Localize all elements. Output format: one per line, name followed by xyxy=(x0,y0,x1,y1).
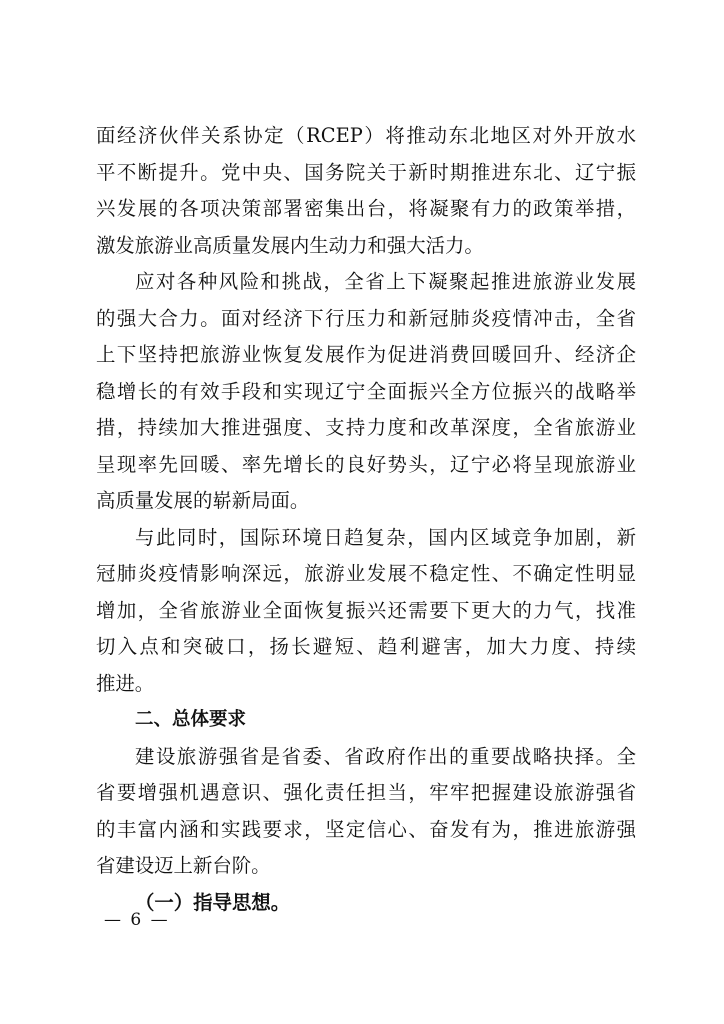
body-line: 冠肺炎疫情影响深远，旅游业发展不稳定性、不确定性明显 xyxy=(96,562,636,585)
paragraph-first-line: 建设旅游强省是省委、省政府作出的重要战略抉择。全 xyxy=(135,744,636,768)
body-line: 呈现率先回暖、率先增长的良好势头，辽宁必将呈现旅游业 xyxy=(96,452,636,476)
body-line: 稳增长的有效手段和实现辽宁全面振兴全方位振兴的战略举 xyxy=(96,379,636,403)
document-body xyxy=(96,118,636,921)
section-heading: 二、总体要求 xyxy=(135,709,247,730)
body-line: 措，持续加大推进强度、支持力度和改革深度，全省旅游业 xyxy=(96,416,636,439)
body-line: 的强大合力。面对经济下行压力和新冠肺炎疫情冲击，全省 xyxy=(96,306,636,330)
body-line: 的丰富内涵和实践要求，坚定信心、奋发有为，推进旅游强 xyxy=(96,817,636,841)
body-line: 切入点和突破口，扬长避短、趋利避害，加大力度、持续 xyxy=(96,635,636,658)
body-line: 上下坚持把旅游业恢复发展作为促进消费回暖回升、经济企 xyxy=(96,343,636,366)
body-line: 高质量发展的崭新局面。 xyxy=(96,489,310,512)
body-line: 推进。 xyxy=(96,671,155,695)
page-number: — 6 — xyxy=(104,910,170,930)
body-line: 激发旅游业高质量发展内生动力和强大活力。 xyxy=(96,233,484,257)
body-line: 省建设迈上新台阶。 xyxy=(96,854,271,877)
body-line: 增加，全省旅游业全面恢复振兴还需要下更大的力气，找准 xyxy=(96,598,636,622)
paragraph-first-line: 应对各种风险和挑战，全省上下凝聚起推进旅游业发展 xyxy=(135,270,636,293)
body-line: 兴发展的各项决策部署密集出台，将凝聚有力的政策举措， xyxy=(96,197,636,220)
subsection-heading: （一）指导思想。 xyxy=(135,890,291,914)
body-line: 省要增强机遇意识、强化责任担当，牢牢把握建设旅游强省 xyxy=(96,781,636,804)
paragraph-first-line: 与此同时，国际环境日趋复杂，国内区域竞争加剧，新 xyxy=(135,525,636,549)
body-line: 平不断提升。党中央、国务院关于新时期推进东北、辽宁振 xyxy=(96,160,636,184)
body-line: 面经济伙伴关系协定（RCEP）将推动东北地区对外开放水 xyxy=(96,124,636,147)
